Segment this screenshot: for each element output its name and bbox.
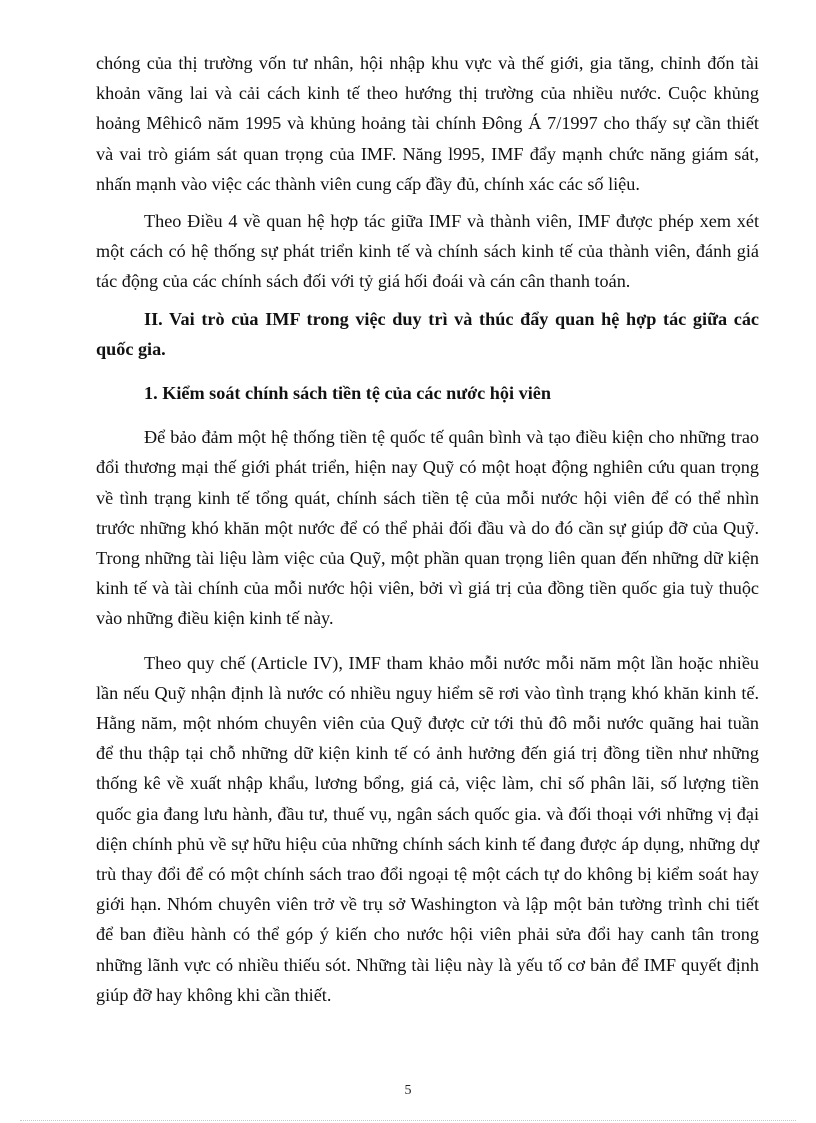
page-body: [96, 48, 759, 1010]
paragraph-article-iv: Theo quy chế (Article IV), IMF tham khảo mỗi nước mỗi năm một lần hoặc nhiều lần nếu Quỹ nhận định là nước có nhiều nguy hiểm sẽ rơi vào tình trạng khó khăn kinh tế. Hằng năm, một nhóm chuyên viên của Quỹ được cử tới thủ đô mỗi nước quãng hai tuần để thu thập tại chỗ những dữ kiện kinh tế có ảnh hưởng đến giá trị đồng tiền như những thống kê về xuất nhập khẩu, lương bổng, giá cả, việc làm, chỉ số phân lãi, số lượng tiền quốc gia đang lưu hành, đầu tư, thuế vụ, ngân sách quốc gia. và đối thoại với những vị đại diện chính phủ về sự hữu hiệu của những chính sách kinh tế đang được áp dụng, những dự trù thay đổi để có một chính sách trao đổi ngoại tệ một cách tự do không bị kiểm soát hay giới hạn. Nhóm chuyên viên trở về trụ sở Washington và lập một bản tường trình chi tiết để ban điều hành có thể góp ý kiến cho nước hội viên phải sửa đổi hay canh tân trong những lãnh vực có nhiều thiếu sót. Những tài liệu này là yếu tố cơ bản để IMF quyết định giúp đỡ hay không khi cần thiết.: [96, 652, 759, 1005]
subsection-heading: 1. Kiểm soát chính sách tiền tệ của các nước hội viên: [144, 383, 551, 404]
page-number: 5: [404, 1083, 412, 1098]
paragraph-monetary-system: Để bảo đảm một hệ thống tiền tệ quốc tế quân bình và tạo điều kiện cho những trao đổi thương mại thế giới phát triển, hiện nay Quỹ có một hoạt động nghiên cứu quan trọng về tình trạng kinh tế tổng quát, chính sách tiền tệ của mỗi nước hội viên để có thể nhìn trước những khó khăn một nước để có thể phải đối đầu và do đó cần sự giúp đỡ của Quỹ. Trong những tài liệu làm việc của Quỹ, một phần quan trọng liên quan đến những dữ kiện kinh tế và tài chính của mỗi nước hội viên, bởi vì giá trị của đồng tiền quốc gia tuỳ thuộc vào những điều kiện kinh tế này.: [96, 427, 759, 629]
paragraph-continuation: chóng của thị trường vốn tư nhân, hội nhập khu vực và thế giới, gia tăng, chỉnh đốn tài khoản vãng lai và cải cách kinh tế theo hướng thị trường của nhiều nước. Cuộc khủng hoảng Mêhicô năm 1995 và khủng hoảng tài chính Đông Á 7/1997 cho thấy sự cần thiết và vai trò giám sát quan trọng của IMF. Năng l995, IMF đẩy mạnh chức năng giám sát, nhấn mạnh vào việc các thành viên cung cấp đầy đủ, chính xác các số liệu.: [96, 53, 759, 194]
section-heading: II. Vai trò của IMF trong việc duy trì và thúc đẩy quan hệ hợp tác giữa các quốc gia.: [96, 308, 759, 359]
footer-divider: [20, 1120, 796, 1121]
paragraph-article-4: Theo Điều 4 về quan hệ hợp tác giữa IMF và thành viên, IMF được phép xem xét một cách có hệ thống sự phát triển kinh tế và chính sách kinh tế của thành viên, đánh giá tác động của các chính sách đối với tỷ giá hối đoái và cán cân thanh toán.: [96, 211, 759, 292]
